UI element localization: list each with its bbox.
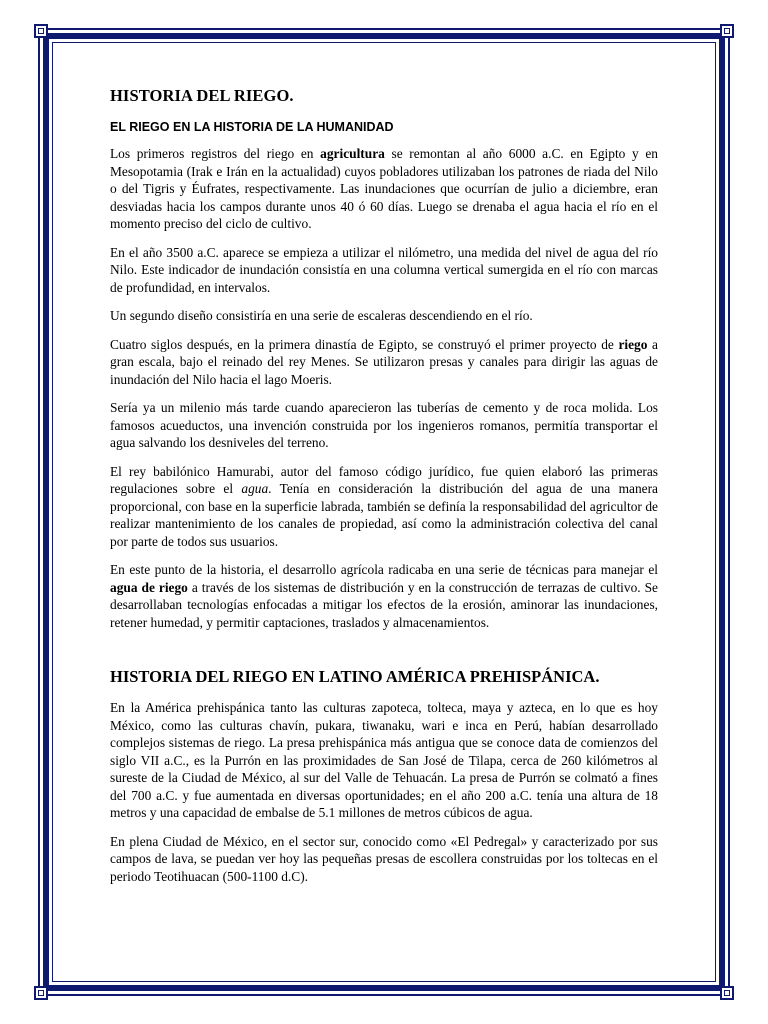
corner-ornament-bottom-left (34, 986, 48, 1000)
bold-term: agua de riego (110, 579, 188, 595)
text-run: a gran escala, bajo el reinado del rey Menes. Se utilizaron presas y canales para dirigir las aguas de inundación del Nilo hacia el lago Moeris. (110, 336, 658, 387)
corner-ornament-bottom-right (720, 986, 734, 1000)
text-run: Cuatro siglos después, en la primera dinastía de Egipto, se construyó el primer proyecto de (110, 336, 619, 352)
paragraph-3: Un segundo diseño consistiría en una serie de escaleras descendiendo en el río. (110, 308, 533, 323)
bold-term: riego (618, 336, 648, 352)
paragraph-8: En la América prehispánica tanto las culturas zapoteca, tolteca, maya y azteca, en lo que es hoy México, como las culturas chavín, pukara, tiwanaku, wari e inca en Perú, habían desarrollado complejos sistemas de riego. La presa prehispánica más antigua que se conoce data de comienzos del siglo VII a.C., es la Purrón en las proximidades de San José de Tilapa, cerca de 260 kilómetros al sureste de la Ciudad de México, al sur del Valle de Tehuacán. La presa de Purrón se colmató a fines del 700 a.C. y fue aumentada en diversas oportunidades; en el año 200 a.C. tenía una altura de 18 metros y una capacidad de embalse de 5.1 millones de metros cúbicos de agua. (110, 700, 658, 820)
paragraph-9: En plena Ciudad de México, en el sector sur, conocido como «El Pedregal» y caracterizado por sus campos de lava, se puedan ver hoy las pequeñas presas de escollera construidas por los toltecas en el periodo Teotihuacan (500-1100 d.C). (110, 833, 658, 884)
italic-term: agua (241, 481, 269, 496)
paragraph-5: Sería ya un milenio más tarde cuando aparecieron las tuberías de cemento y de roca molida. Los famosos acueductos, una invención construida por los ingenieros romanos, permitía transportar el agua salvando los desniveles del terreno. (110, 400, 658, 450)
section-heading-latin-america: HISTORIA DEL RIEGO EN LATINO AMÉRICA PREHISPÁNICA. (110, 667, 600, 686)
text-run: a través de los sistemas de distribución y en la construcción de terrazas de cultivo. Se desarrollaban tecnologías enfocadas a mitigar los efectos de la erosión, aminorar las inundaciones, retener humedad, y permitir captaciones, traslados y almacenamientos. (110, 579, 658, 630)
document-title: HISTORIA DEL RIEGO. (110, 86, 294, 105)
text-run: . Tenía en consideración la distribución del agua de una manera proporcional, con base en la superficie labrada, también se definía la responsabilidad del agricultor de realizar mantenimiento de los canales de propiedad, así como la administración colectiva del canal por parte de todos sus usuarios. (110, 481, 658, 549)
text-run: El rey babilónico Hamurabi, autor del famoso código jurídico, fue quien elaboró las primeras regulaciones sobre el (110, 463, 658, 496)
section-subtitle: EL RIEGO EN LA HISTORIA DE LA HUMANIDAD (110, 120, 394, 134)
text-run: se remontan al año 6000 a.C. en Egipto y en Mesopotamia (Irak e Irán en la actualidad) cuyos pobladores utilizaban los patrones de riada del Nilo o del Tigris y Éufrates, respectivamente. Las inundaciones que ocurrían de julio a diciembre, eran desviadas hacia los campos durante unos 40 ó 60 días. Luego se drenaba el agua hacia el río en el momento preciso del ciclo de cultivo. (110, 146, 658, 231)
document-body (110, 86, 658, 896)
corner-ornament-top-right (720, 24, 734, 38)
paragraph-4 (110, 336, 658, 389)
bold-term: agricultura (320, 146, 385, 161)
paragraph-6 (110, 463, 658, 551)
paragraph-1 (110, 145, 658, 233)
corner-ornament-top-left (34, 24, 48, 38)
text-run: En este punto de la historia, el desarrollo agrícola radicaba en una serie de técnicas para manejar el (110, 562, 658, 577)
text-run: Los primeros registros del riego en (110, 146, 321, 161)
paragraph-2: En el año 3500 a.C. aparece se empieza a utilizar el nilómetro, una medida del nivel de agua del río Nilo. Este indicador de inundación consistía en una columna vertical sumergida en el río con marcas de profundidad, en intervalos. (110, 244, 658, 295)
paragraph-7 (110, 561, 658, 631)
